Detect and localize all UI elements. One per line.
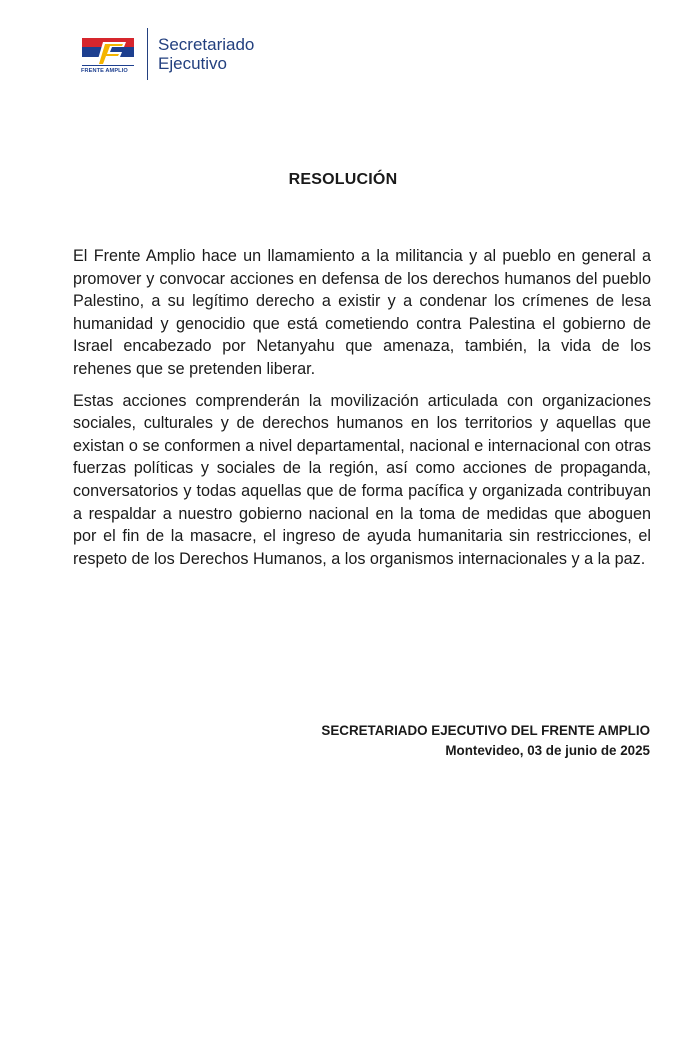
frente-amplio-flag-icon xyxy=(82,38,134,66)
paragraph-2: Estas acciones comprenderán la movilización articulada con organizaciones sociales, culturales y de derechos humanos en los territorios y aquellas que existan o se conformen a nivel departamental, nacional e internacional con otras fuerzas políticas y sociales de la región, así como acciones de propaganda, conversatorios y todas aquellas que de forma pacífica y organizada contribuyan a respaldar a nuestro gobierno nacional en la toma de medidas que aboguen por el fin de la masacre, el ingreso de ayuda humanitaria sin restricciones, el respeto de los Derechos Humanos, a los organismos internacionales y a la paz. xyxy=(73,391,651,568)
org-name-line1: Secretariado xyxy=(158,35,255,54)
header-divider xyxy=(147,28,148,80)
signature-org: SECRETARIADO EJECUTIVO DEL FRENTE AMPLIO xyxy=(321,723,650,738)
signature-block xyxy=(321,721,650,761)
document-header xyxy=(82,28,254,80)
signature-place-date: Montevideo, 03 de junio de 2025 xyxy=(445,743,650,758)
document-body xyxy=(73,245,651,579)
logo-caption: FRENTE AMPLIO xyxy=(81,68,128,74)
paragraph-1: El Frente Amplio hace un llamamiento a la militancia y al pueblo en general a promover y convocar acciones en defensa de los derechos humanos del pueblo Palestino, a su legítimo derecho a existir y a condenar los crímenes de lesa humanidad y genocidio que está cometiendo contra Palestina el gobierno de Israel encabezado por Netanyahu que amenaza, también, la vida de los rehenes que se pretenden liberar. xyxy=(73,247,651,378)
document-title: RESOLUCIÓN xyxy=(288,171,398,188)
org-name-line2: Ejecutivo xyxy=(158,54,227,73)
frente-amplio-logo xyxy=(82,30,134,78)
org-name xyxy=(158,35,254,73)
